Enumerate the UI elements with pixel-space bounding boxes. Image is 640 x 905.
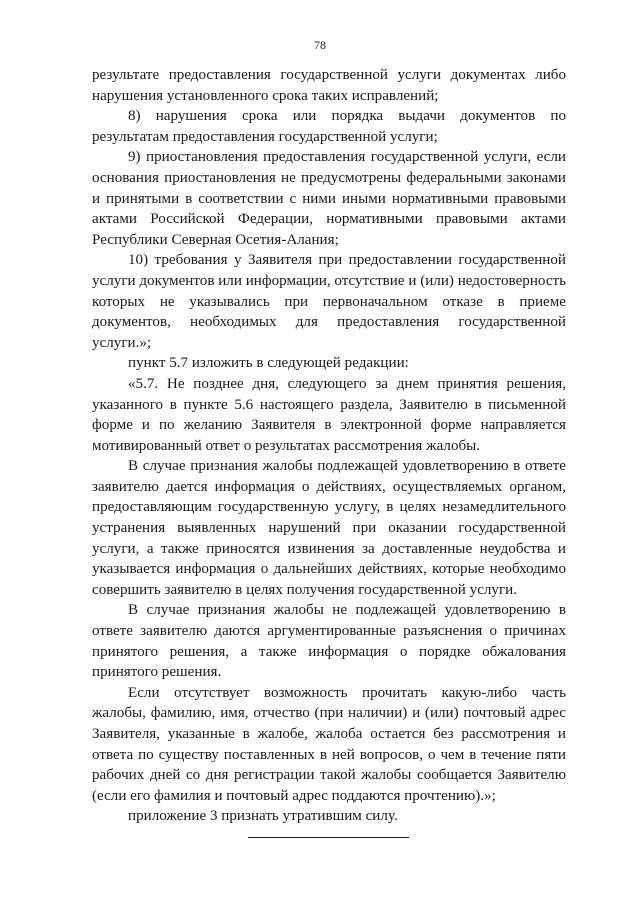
paragraph-10: приложение 3 признать утратившим силу. [128, 808, 398, 825]
paragraph-4: 10) требования у Заявителя при предоставлении государственной услуги документов или информации, отсутствие и (или) недостоверность которых не указывались при первоначальном отказе в приеме документов, необходимых для предоставления государственной услуги.»; [92, 252, 567, 351]
closing-rule [248, 837, 409, 838]
document-body [92, 65, 566, 827]
paragraph-2: 8) нарушения срока или порядка выдачи документов по результатам предоставления государственной услуги; [92, 108, 566, 145]
paragraph-5: пункт 5.7 изложить в следующей редакции: [128, 355, 409, 372]
paragraph-3: 9) приостановления предоставления государственной услуги, если основания приостановления не предусмотрены федеральными законами и принятыми в соответствии с ними иными нормативными правовыми актами Российской Федерации, нормативными правовыми актами Республики Северная Осетия-Алания; [92, 149, 566, 248]
paragraph-9: Если отсутствует возможность прочитать какую-либо часть жалобы, фамилию, имя, отчество (при наличии) и (или) почтовый адрес Заявителя, указанные в жалобе, жалоба остается без рассмотрения и ответа по существу поставленных в ней вопросов, о чем в течение пяти рабочих дней со дня регистрации такой жалобы сообщается Заявителю (если его фамилия и почтовый адрес поддаются прочтению).»; [92, 684, 566, 804]
paragraph-8: В случае признания жалобы не подлежащей удовлетворению в ответе заявителю даются аргументированные разъяснения о причинах принятого решения, а также информация о порядке обжалования принятого решения. [92, 602, 566, 681]
page-number: 78 [314, 38, 326, 52]
paragraph-7: В случае признания жалобы подлежащей удовлетворению в ответе заявителю дается информация о действиях, осуществляемых органом, предоставляющим государственную услугу, в целях незамедлительного устранения выявленных нарушений при оказании государственной услуги, а также приносятся извинения за доставленные неудобства и указывается информация о дальнейших действиях, которые необходимо совершить заявителю в целях получения государственной услуги. [92, 458, 566, 598]
paragraph-1: результате предоставления государственной услуги документах либо нарушения установленного срока таких исправлений; [92, 67, 566, 104]
paragraph-6: «5.7. Не позднее дня, следующего за днем принятия решения, указанного в пункте 5.6 настоящего раздела, Заявителю в письменной форме и по желанию Заявителя в электронной форме направляется мотивированный ответ о результатах рассмотрения жалобы. [92, 375, 566, 454]
